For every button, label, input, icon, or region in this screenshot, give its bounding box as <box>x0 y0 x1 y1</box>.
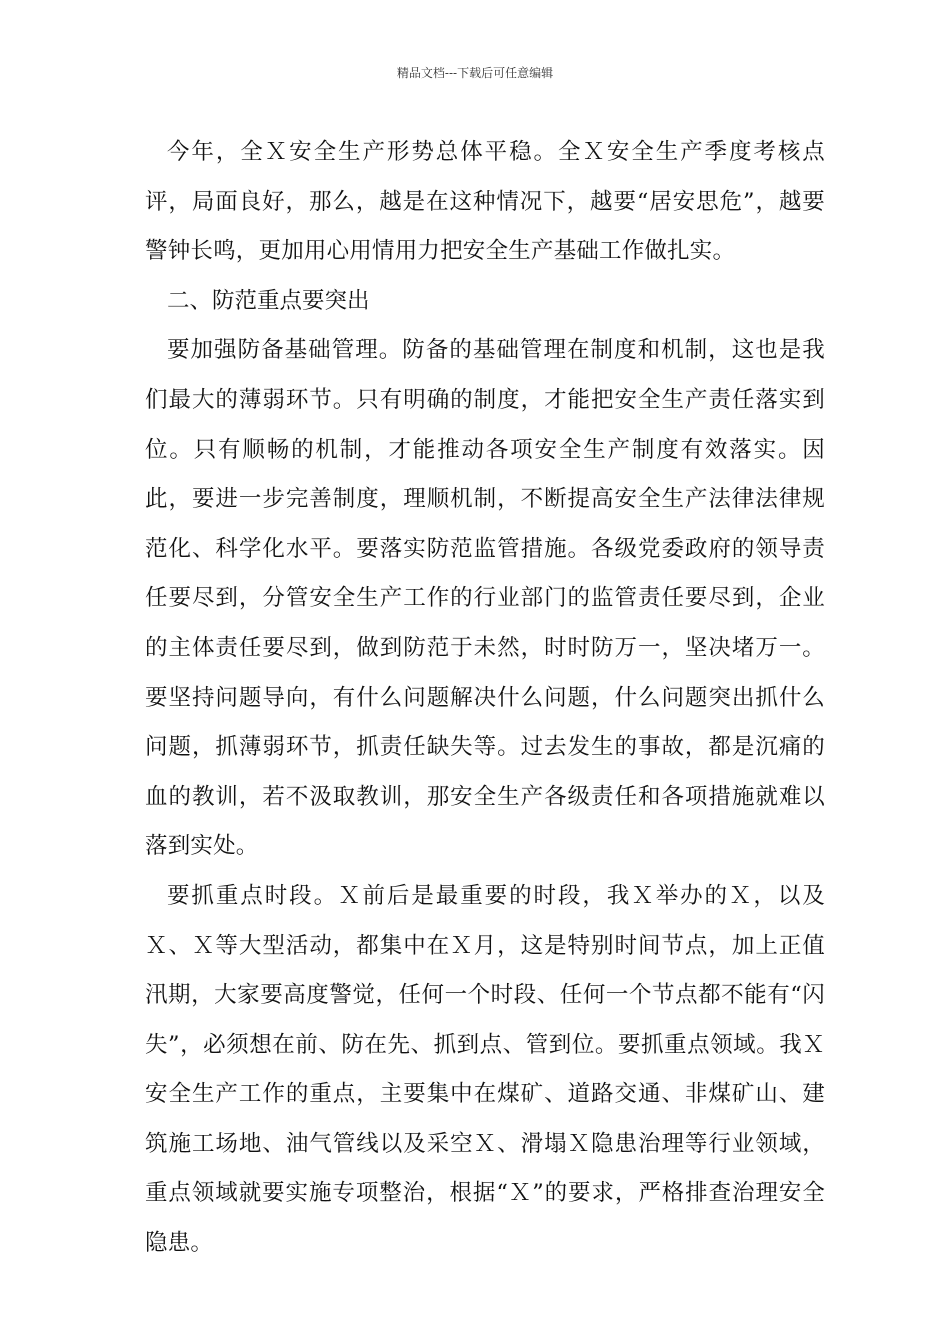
paragraph-3: 要抓重点时段。Ｘ前后是最重要的时段，我Ｘ举办的Ｘ，以及Ｘ、Ｘ等大型活动，都集中在Ｘ月，这是特别时间节点，加上正值汛期，大家要高度警觉，任何一个时段、任何一个节点都不能有“闪失”，必须想在前、防在先、抓到点、管到位。要抓重点领域。我Ｘ安全生产工作的重点，主要集中在煤矿、道路交通、非煤矿山、建筑施工场地、油气管线以及采空Ｘ、滑塌Ｘ隐患治理等行业领域，重点领域就要实施专项整治，根据“Ｘ”的要求，严格排查治理安全隐患。 <box>145 882 825 1257</box>
document-body <box>145 128 825 1269</box>
section-heading-2: 二、防范重点要突出 <box>167 287 370 314</box>
paragraph-1: 今年，全Ｘ安全生产形势总体平稳。全Ｘ安全生产季度考核点评，局面良好，那么，越是在这种情况下，越要“居安思危”，越要警钟长鸣，更加用心用情用力把安全生产基础工作做扎实。 <box>145 139 825 265</box>
paragraph-2: 要加强防备基础管理。防备的基础管理在制度和机制，这也是我们最大的薄弱环节。只有明确的制度，才能把安全生产责任落实到位。只有顺畅的机制，才能推动各项安全生产制度有效落实。因此，要进一步完善制度，理顺机制，不断提高安全生产法律法律规范化、科学化水平。要落实防范监管措施。各级党委政府的领导责任要尽到，分管安全生产工作的行业部门的监管责任要尽到，企业的主体责任要尽到，做到防范于未然，时时防万一，坚决堵万一。要坚持问题导向，有什么问题解决什么问题，什么问题突出抓什么问题，抓薄弱环节，抓责任缺失等。过去发生的事故，都是沉痛的血的教训，若不汲取教训，那安全生产各级责任和各项措施就难以落到实处。 <box>145 337 825 860</box>
page-header: 精品文档---下载后可任意编辑 <box>396 66 554 80</box>
